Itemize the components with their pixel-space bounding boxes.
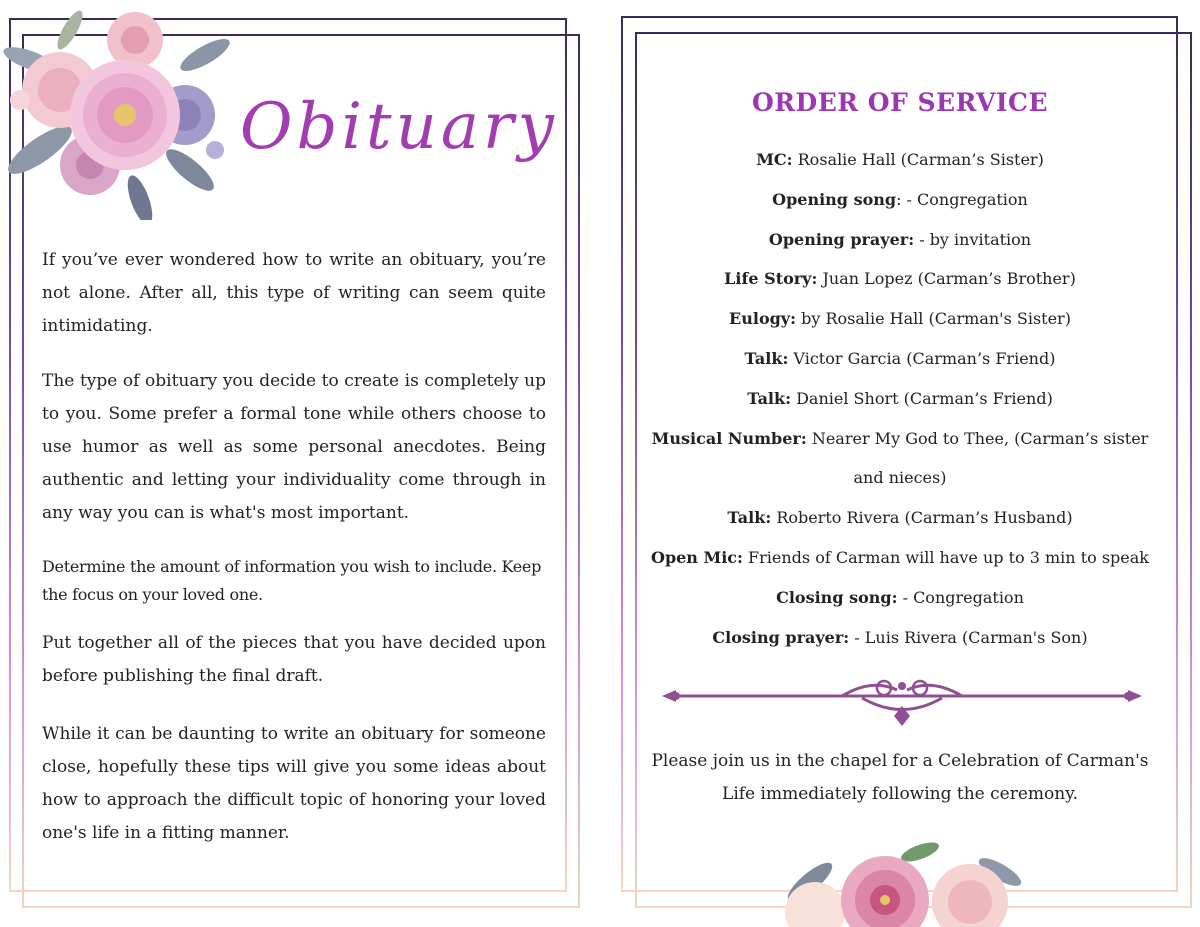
obituary-paragraph: The type of obituary you decide to create is completely up to you. Some prefer a formal tone while others choose to use humor as well as some personal anecdotes. Being authentic and letting your individuality come through in any way you can is what's most important. [42, 371, 546, 523]
service-item [640, 419, 1160, 499]
obituary-paragraph: While it can be daunting to write an obituary for someone close, hopefully these tips will give you some ideas about how to approach the difficult topic of honoring your loved one's life in a fitting manner. [42, 724, 546, 843]
service-item-label: Musical Number: [651, 428, 807, 448]
service-item [640, 259, 1160, 299]
service-item-value: by Rosalie Hall (Carman's Sister) [796, 309, 1071, 329]
service-item-value: Nearer My God to Thee, (Carman’s sister and nieces) [806, 428, 1149, 488]
service-item-label: Closing song: [776, 587, 898, 607]
service-item-value: Victor Garcia (Carman’s Friend) [788, 348, 1056, 368]
service-item-value: : - Congregation [896, 189, 1028, 209]
service-item [640, 379, 1160, 419]
service-item-label: MC: [756, 150, 793, 169]
service-item-label: Eulogy: [729, 309, 796, 329]
service-item-label: Talk: [747, 388, 791, 408]
service-item-label: Opening song [772, 189, 897, 209]
service-item [640, 538, 1160, 578]
chapel-invitation-text: Please join us in the chapel for a Celebration of Carman's Life immediately following the ceremony. [651, 751, 1149, 804]
service-item-value: - by invitation [914, 229, 1032, 249]
order-of-service-page [600, 0, 1200, 927]
service-list [640, 140, 1160, 657]
service-item [640, 498, 1160, 538]
floral-bouquet-icon [0, 0, 240, 220]
service-item-value: - Congregation [897, 587, 1024, 607]
service-item [640, 299, 1160, 339]
service-item-value: Juan Lopez (Carman’s Brother) [817, 269, 1076, 289]
service-item [640, 618, 1160, 658]
service-item-value: Rosalie Hall (Carman’s Sister) [792, 150, 1044, 169]
service-item-label: Talk: [727, 508, 772, 528]
service-item [640, 220, 1160, 260]
ornamental-divider-icon [662, 676, 1142, 732]
service-item-label: Open Mic: [651, 547, 743, 567]
service-item-label: Closing prayer: [712, 627, 850, 647]
service-item-label: Talk: [744, 348, 789, 368]
service-item-value: - Luis Rivera (Carman's Son) [849, 627, 1088, 647]
obituary-paragraph: Put together all of the pieces that you have decided upon before publishing the final draft. [42, 633, 546, 686]
service-item [640, 180, 1160, 220]
floral-bouquet-icon [770, 832, 1030, 927]
service-item [640, 140, 1160, 180]
obituary-title: Obituary [240, 90, 558, 164]
service-item-label: Life Story: [724, 269, 818, 289]
service-item-value: Roberto Rivera (Carman’s Husband) [771, 508, 1073, 528]
order-of-service-title: ORDER OF SERVICE [751, 88, 1049, 117]
obituary-paragraph: If you’ve ever wondered how to write an obituary, you’re not alone. After all, this type of writing can seem quite intimidating. [42, 250, 546, 336]
service-item [640, 578, 1160, 618]
service-item [640, 339, 1160, 379]
service-item-label: Opening prayer: [768, 229, 915, 249]
service-item-value: Friends of Carman will have up to 3 min to speak [742, 547, 1149, 567]
service-item-value: Daniel Short (Carman’s Friend) [791, 388, 1053, 408]
obituary-paragraph: Determine the amount of information you wish to include. Keep the focus on your loved one. [42, 557, 542, 604]
